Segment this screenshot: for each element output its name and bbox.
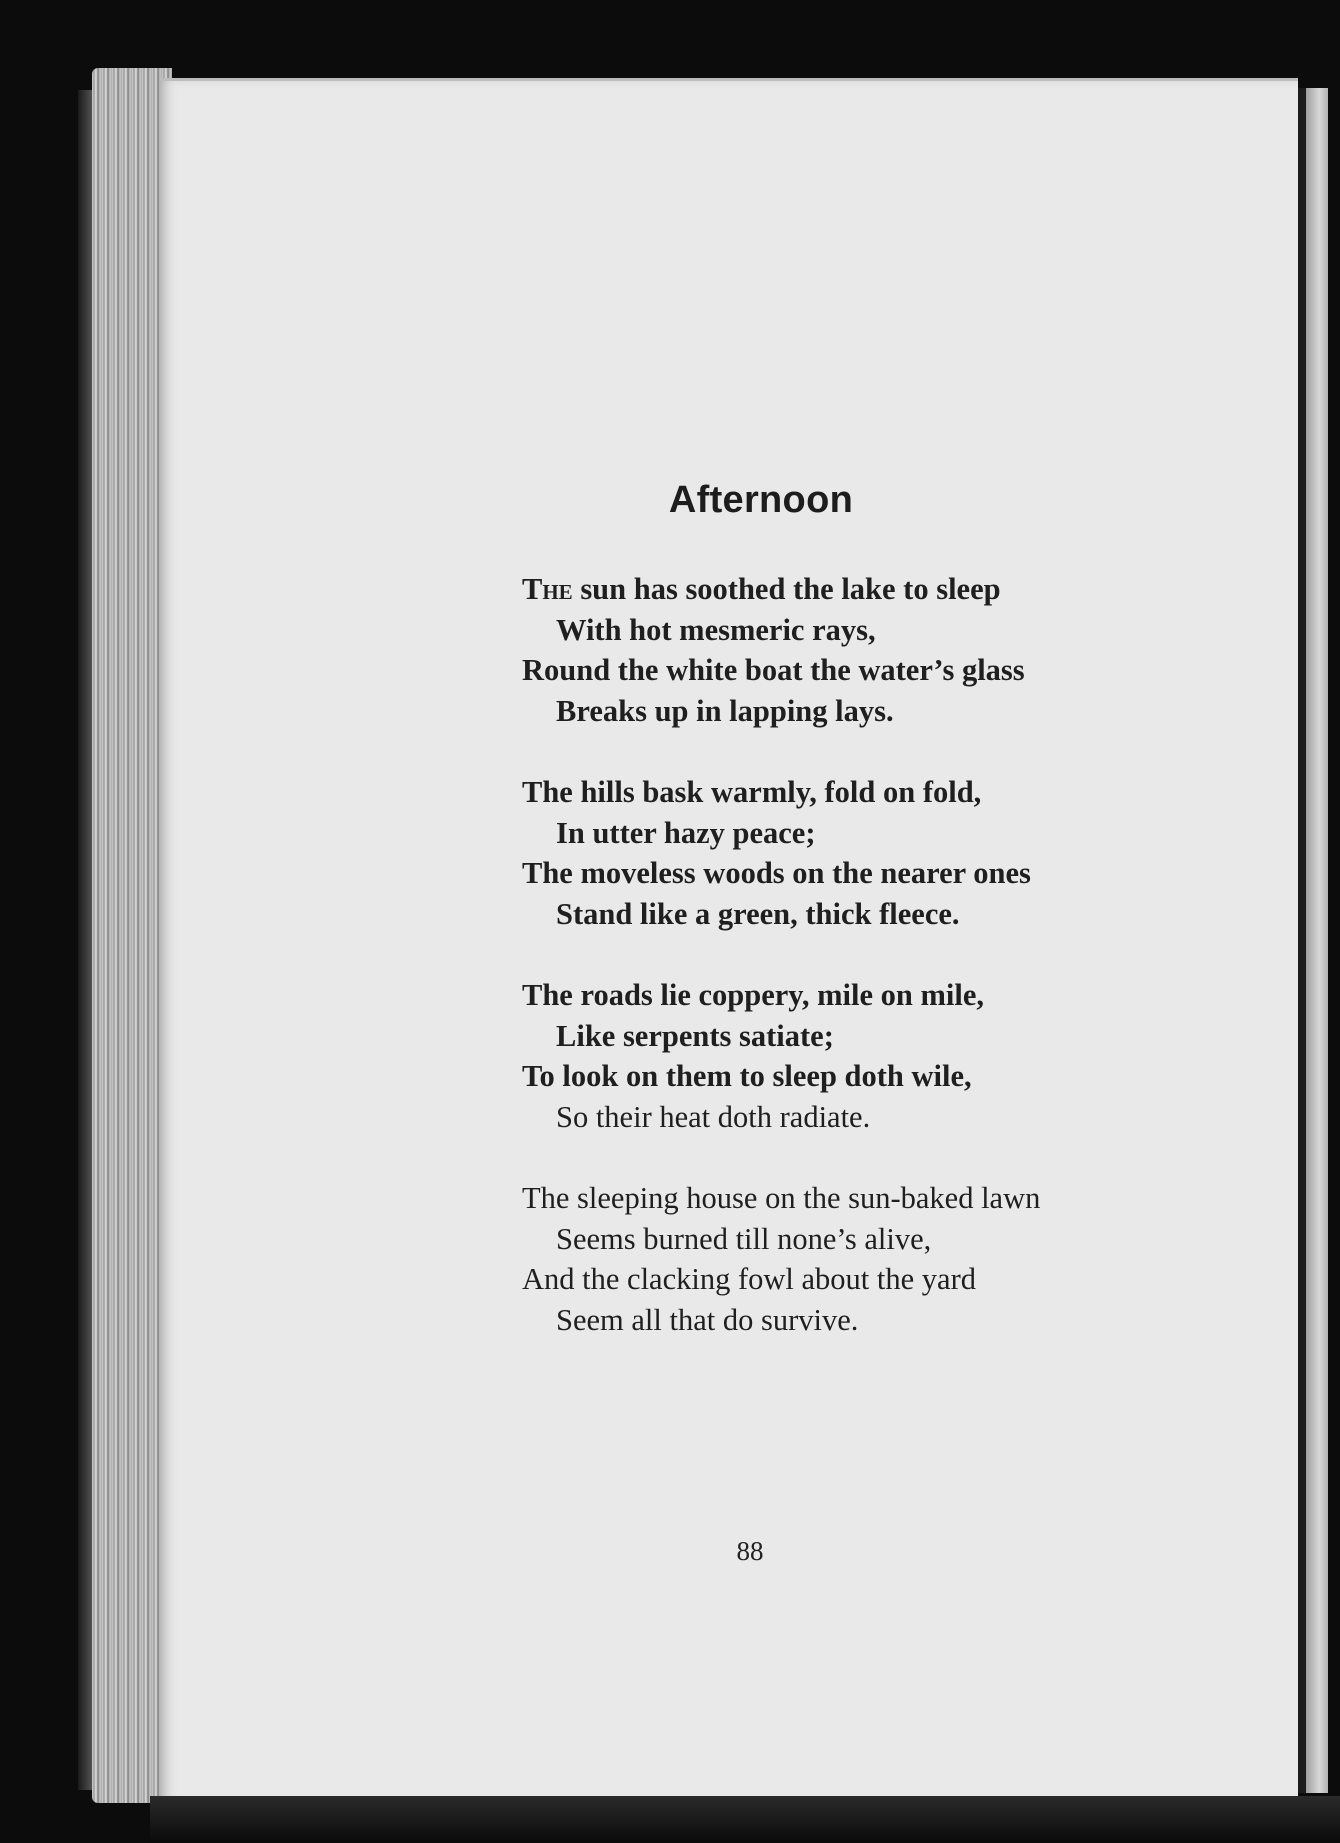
poem-line: Breaks up in lapping lays. [556,693,894,728]
poem-line: In utter hazy peace; [556,815,816,850]
poem-line: The hills bask warmly, fold on fold, [522,775,982,809]
poem-line [522,569,1282,610]
poem-line: Round the white boat the water’s glass [522,653,1025,687]
stanza-4 [522,1178,1282,1340]
poem-body [522,569,1282,1381]
stanza-3 [522,975,1282,1137]
scan-bottom-shadow [150,1796,1340,1843]
poem-line: The roads lie coppery, mile on mile, [522,978,984,1012]
poem-title: Afternoon [668,479,854,521]
poem-line: Seems burned till none’s alive, [556,1221,932,1256]
poem-line: So their heat doth radiate. [556,1099,871,1134]
stanza-2 [522,772,1282,934]
poem-line: To look on them to sleep doth wile, [522,1059,972,1093]
stanza-1 [522,569,1282,731]
drop-word: The [522,572,573,606]
poem-line: Stand like a green, thick fleece. [556,896,960,931]
poem-line: Like serpents satiate; [556,1018,834,1053]
poem-line: And the clacking fowl about the yard [522,1262,976,1296]
facing-page-edge [1306,88,1328,1793]
poem-line: The moveless woods on the nearer ones [522,856,1031,890]
page-number: 88 [736,1536,764,1566]
binding-gutter [1298,88,1306,1793]
poem-line: Seem all that do survive. [556,1302,859,1337]
poem-line: The sleeping house on the sun-baked lawn [522,1181,1041,1215]
book-page [160,78,1298,1801]
poem-line-text: sun has soothed the lake to sleep [572,572,1001,606]
poem-line: With hot mesmeric rays, [556,612,876,647]
